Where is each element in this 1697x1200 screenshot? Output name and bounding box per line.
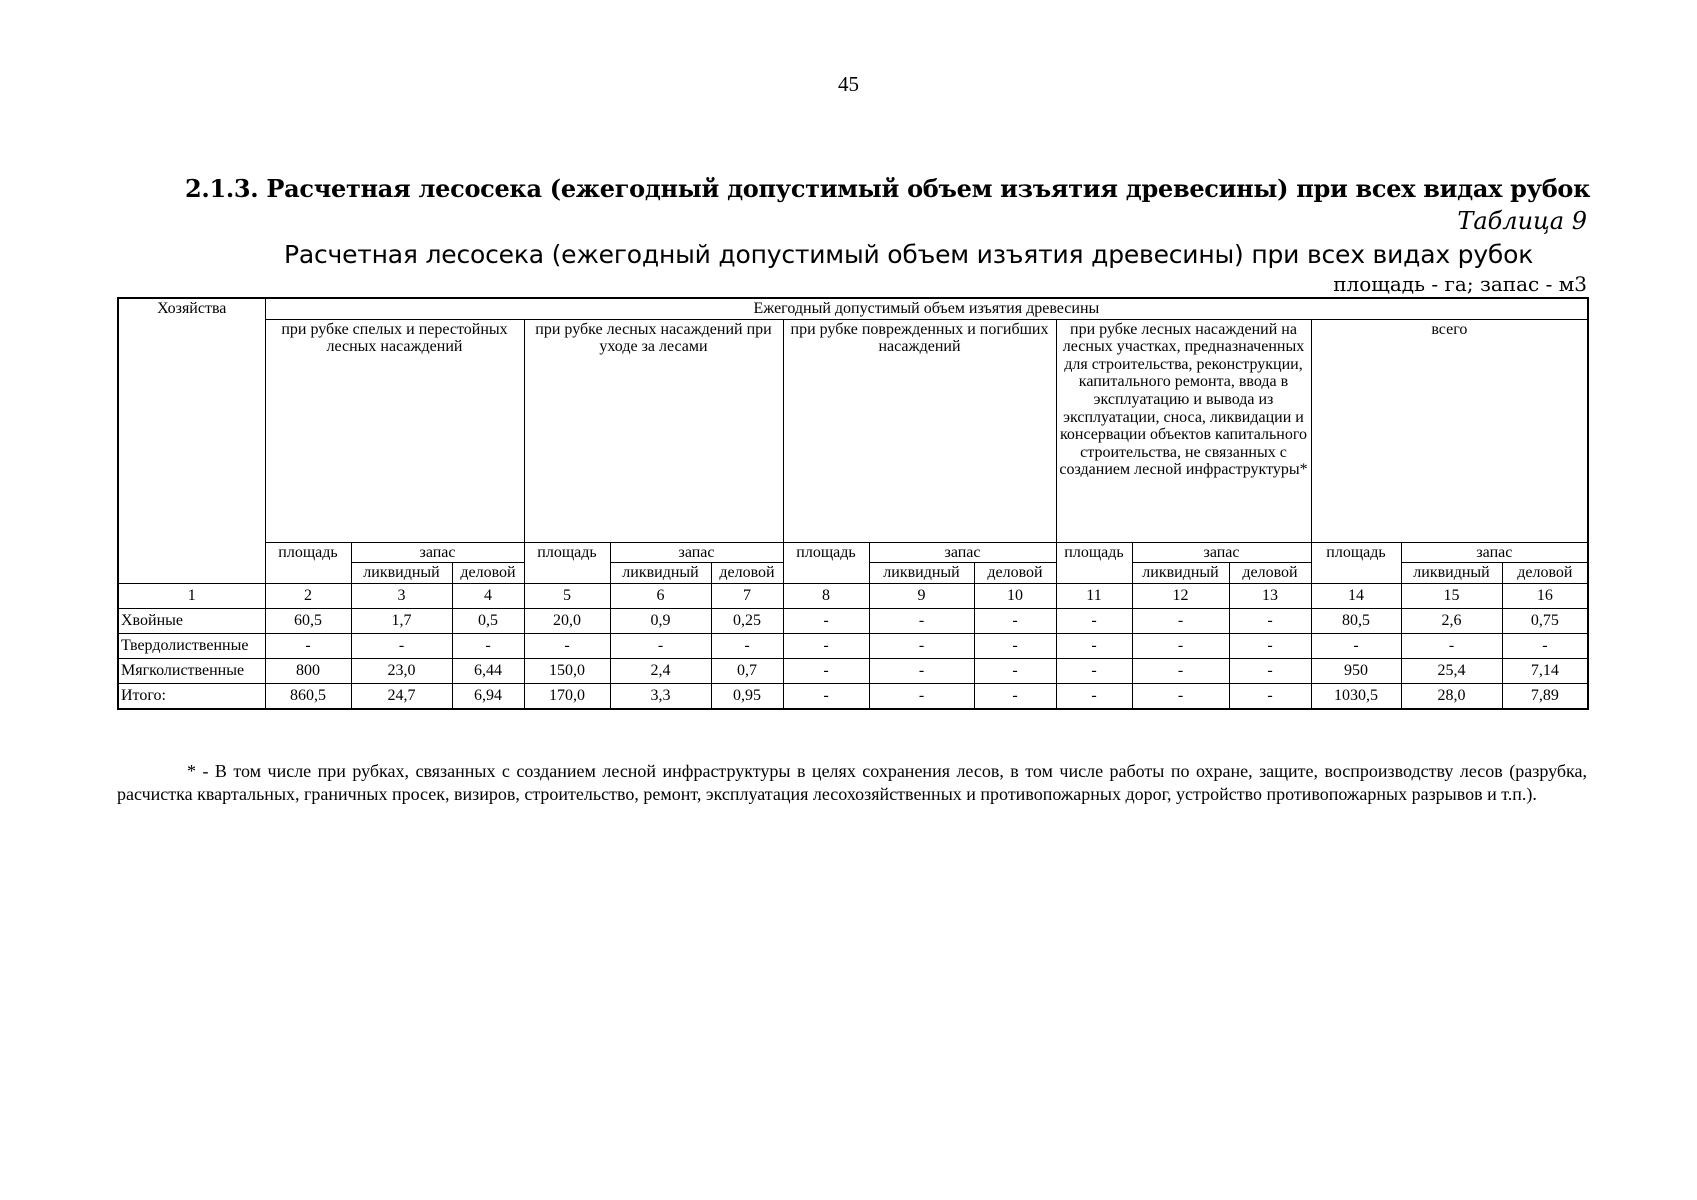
table-cell: - [1132, 658, 1229, 683]
table-body [118, 583, 1588, 709]
column-number-cell: 6 [610, 583, 711, 608]
table-cell: - [783, 633, 869, 658]
units-note: площадь - га; запас - м3 [1333, 272, 1587, 296]
row-label: Итого: [118, 683, 265, 709]
subheader-liquid: ликвидный [1401, 563, 1502, 584]
table-row [118, 633, 1588, 658]
table-cell: - [974, 658, 1056, 683]
subheader-area: площадь [1056, 542, 1132, 583]
table-cell: 60,5 [265, 608, 351, 633]
table-row [118, 658, 1588, 683]
column-numbers-row [118, 583, 1588, 608]
table-cell: 0,95 [711, 683, 783, 709]
table-cell: - [1229, 683, 1311, 709]
table-cell: 6,44 [452, 658, 524, 683]
table-cell: 28,0 [1401, 683, 1502, 709]
table-cell: 0,5 [452, 608, 524, 633]
header-farms: Хозяйства [118, 298, 265, 583]
column-number-cell: 10 [974, 583, 1056, 608]
table-cell: - [1056, 658, 1132, 683]
table-cell: 0,9 [610, 608, 711, 633]
subheader-business: деловой [452, 563, 524, 584]
column-number-cell: 13 [1229, 583, 1311, 608]
row-label: Твердолиственные [118, 633, 265, 658]
column-number-cell: 3 [351, 583, 452, 608]
table-cell: - [711, 633, 783, 658]
table-cell: - [1132, 683, 1229, 709]
subheader-liquid: ликвидный [1132, 563, 1229, 584]
column-number-cell: 14 [1311, 583, 1401, 608]
table-cell: 3,3 [610, 683, 711, 709]
column-number-cell: 16 [1502, 583, 1588, 608]
column-number-cell: 8 [783, 583, 869, 608]
column-number-cell: 2 [265, 583, 351, 608]
table-cell: - [1229, 633, 1311, 658]
table-cell: 24,7 [351, 683, 452, 709]
subheader-business: деловой [1502, 563, 1588, 584]
subheader-stock: запас [1401, 542, 1588, 563]
table-cell: - [783, 658, 869, 683]
group-header-thinning: при рубке лесных насаждений при уходе за лесами [524, 319, 783, 542]
group-header-mature: при рубке спелых и перестойных лесных насаждений [265, 319, 524, 542]
table-cell: 7,14 [1502, 658, 1588, 683]
table-cell: 860,5 [265, 683, 351, 709]
table-cell: - [869, 683, 974, 709]
subheader-stock: запас [610, 542, 783, 563]
table-cell: 800 [265, 658, 351, 683]
table-cell: 150,0 [524, 658, 610, 683]
table-cell: 20,0 [524, 608, 610, 633]
table-title: Расчетная лесосека (ежегодный допустимый объем изъятия древесины) при всех видах рубок [284, 240, 1534, 269]
column-number-cell: 7 [711, 583, 783, 608]
table-cell: - [351, 633, 452, 658]
subheader-liquid: ликвидный [610, 563, 711, 584]
subheader-business: деловой [974, 563, 1056, 584]
footnote: * - В том числе при рубках, связанных с созданием лесной инфраструктуры в целях сохранения лесов, в том числе работы по охране, защите, воспроизводству лесов (разрубка, расчистка квартальных, граничных просек, визиров, строительство, ремонт, эксплуатация лесохозяйственных и противопожарных дорог, устройство противопожарных разрывов и т.п.). [117, 761, 1587, 805]
row-label: Мягколиственные [118, 658, 265, 683]
subheader-business: деловой [1229, 563, 1311, 584]
group-header-damaged: при рубке поврежденных и погибших насаждений [783, 319, 1056, 542]
column-number-cell: 9 [869, 583, 974, 608]
table-cell: 0,25 [711, 608, 783, 633]
table-cell: 25,4 [1401, 658, 1502, 683]
table-cell: - [265, 633, 351, 658]
table-cell: - [1132, 633, 1229, 658]
page-number: 45 [838, 72, 859, 96]
table-cell: - [610, 633, 711, 658]
table-cell: 0,75 [1502, 608, 1588, 633]
column-number-cell: 15 [1401, 583, 1502, 608]
table-cell: 2,4 [610, 658, 711, 683]
header-main: Ежегодный допустимый объем изъятия древесины [265, 298, 1588, 319]
table-cell: 23,0 [351, 658, 452, 683]
subheader-business: деловой [711, 563, 783, 584]
column-number-cell: 5 [524, 583, 610, 608]
table-row [118, 683, 1588, 709]
table-cell: - [869, 658, 974, 683]
table-cell: - [1229, 608, 1311, 633]
subheader-stock: запас [869, 542, 1056, 563]
table-cell: - [974, 633, 1056, 658]
logging-volume-table [117, 297, 1589, 710]
column-number-cell: 12 [1132, 583, 1229, 608]
table-cell: 6,94 [452, 683, 524, 709]
table-label: Таблица 9 [1457, 207, 1587, 235]
subheader-area: площадь [783, 542, 869, 583]
table-cell: - [1502, 633, 1588, 658]
table-cell: - [974, 683, 1056, 709]
row-label: Хвойные [118, 608, 265, 633]
table-cell: 1030,5 [1311, 683, 1401, 709]
table-cell: - [869, 633, 974, 658]
subheader-stock: запас [351, 542, 524, 563]
table-cell: - [1401, 633, 1502, 658]
table-cell: - [974, 608, 1056, 633]
table-cell: 170,0 [524, 683, 610, 709]
table-row [118, 608, 1588, 633]
table-cell: 2,6 [1401, 608, 1502, 633]
subheader-liquid: ликвидный [351, 563, 452, 584]
table-cell: - [1056, 683, 1132, 709]
subheader-stock: запас [1132, 542, 1311, 563]
group-header-total: всего [1311, 319, 1588, 542]
column-number-cell: 1 [118, 583, 265, 608]
table-cell: - [1229, 658, 1311, 683]
table-cell: 80,5 [1311, 608, 1401, 633]
table-cell: 7,89 [1502, 683, 1588, 709]
table-cell: - [1056, 608, 1132, 633]
subheader-area: площадь [265, 542, 351, 583]
table-cell: - [1132, 608, 1229, 633]
table-cell: - [524, 633, 610, 658]
column-number-cell: 4 [452, 583, 524, 608]
table-cell: 950 [1311, 658, 1401, 683]
table-cell: - [1311, 633, 1401, 658]
subheader-liquid: ликвидный [869, 563, 974, 584]
table-cell: 1,7 [351, 608, 452, 633]
table-cell: - [869, 608, 974, 633]
subheader-area: площадь [524, 542, 610, 583]
column-number-cell: 11 [1056, 583, 1132, 608]
group-header-construction: при рубке лесных насаждений на лесных участках, предназначенных для строительства, реконструкции, капитального ремонта, ввода в эксплуатацию и вывода из эксплуатации, сноса, ликвидации и консервации объектов капитального строительства, не связанных с созданием лесной инфраструктуры* [1056, 319, 1311, 542]
table-cell: 0,7 [711, 658, 783, 683]
table-cell: - [1056, 633, 1132, 658]
section-heading: 2.1.3. Расчетная лесосека (ежегодный допустимый объем изъятия древесины) при всех видах рубок [185, 174, 1591, 203]
table-cell: - [452, 633, 524, 658]
table-cell: - [783, 683, 869, 709]
subheader-area: площадь [1311, 542, 1401, 583]
table-cell: - [783, 608, 869, 633]
